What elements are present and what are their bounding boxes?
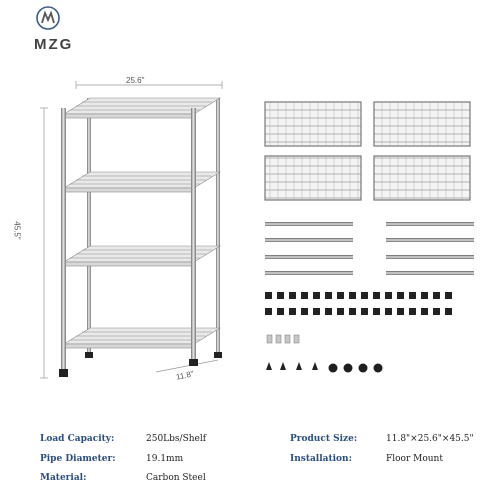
leveling-foot xyxy=(189,359,198,366)
spec-label-load-capacity: Load Capacity: xyxy=(40,434,115,444)
shelf-unit-illustration xyxy=(0,0,250,400)
spec-value-load-capacity: 250Lbs/Shelf xyxy=(146,434,207,444)
leveling-foot xyxy=(85,352,93,358)
pole-parts xyxy=(265,222,474,275)
wire-shelf xyxy=(64,246,220,266)
height-dimension-label: 45.5" xyxy=(12,221,22,240)
spec-value-product-size: 11.8"×25.6"×45.5" xyxy=(386,434,474,444)
width-dimension-label: 25.6" xyxy=(126,76,145,85)
front-pole xyxy=(61,108,66,370)
back-pole xyxy=(216,98,220,353)
components-illustration xyxy=(250,90,500,390)
wire-shelf xyxy=(64,328,220,348)
end-caps xyxy=(329,364,383,373)
width-dimension-line xyxy=(76,81,222,89)
spec-label-installation: Installation: xyxy=(290,454,352,464)
spec-label-product-size: Product Size: xyxy=(290,434,358,444)
leveling-feet xyxy=(266,362,318,370)
depth-dimension-label: 11.8" xyxy=(175,369,195,382)
front-pole xyxy=(191,108,196,360)
back-pole xyxy=(87,98,91,353)
spec-value-installation: Floor Mount xyxy=(386,454,443,464)
leveling-foot xyxy=(59,369,68,377)
spec-value-pipe-diameter: 19.1mm xyxy=(146,454,184,464)
wire-shelf xyxy=(64,98,220,118)
leveling-foot xyxy=(214,352,222,358)
spec-label-pipe-diameter: Pipe Diameter: xyxy=(40,454,116,464)
spec-label-material: Material: xyxy=(40,473,87,483)
shelf-panels xyxy=(265,102,470,200)
spec-value-material: Carbon Steel xyxy=(146,473,206,483)
brand-logo-text: MZG xyxy=(34,36,74,53)
wire-shelf xyxy=(64,172,220,192)
connector-parts xyxy=(267,335,299,343)
height-dimension-line xyxy=(40,108,48,378)
shelf-clips xyxy=(265,292,452,315)
specifications-panel xyxy=(0,428,500,500)
